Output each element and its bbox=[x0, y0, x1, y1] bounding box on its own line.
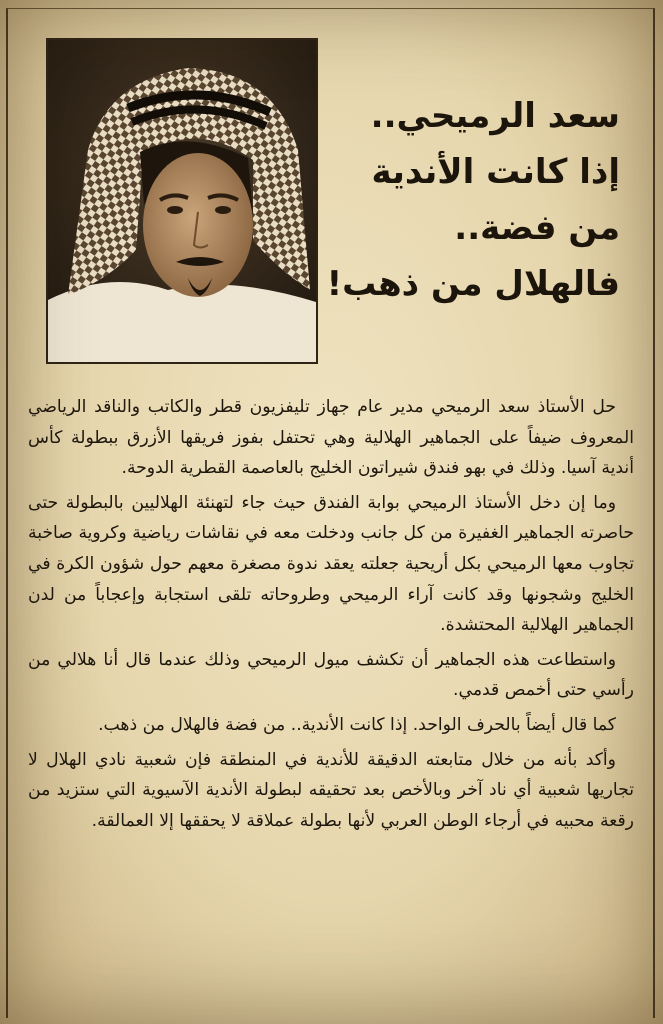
article-paragraph: حل الأستاذ سعد الرميحي مدير عام جهاز تليفزيون قطر والكاتب والناقد الرياضي المعروف ضيفاً على الجماهير الهلالية وهي تحتفل بفوز فريقها الأزرق ببطولة كأس أندية آسيا. وذلك في بهو فندق شيراتون الخليج بالعاصمة القطرية الدوحة. bbox=[28, 397, 634, 479]
portrait-illustration bbox=[48, 40, 316, 362]
article-headline bbox=[326, 88, 620, 312]
portrait-photo bbox=[46, 38, 318, 364]
article-body bbox=[28, 392, 634, 840]
article-paragraph: واستطاعت هذه الجماهير أن تكشف ميول الرميحي وذلك عندما قال أنا هلالي من رأسي حتى أخمص قدمي. bbox=[28, 649, 634, 701]
headline-line: سعد الرميحي.. bbox=[370, 96, 620, 136]
headline-line: من فضة.. bbox=[454, 208, 620, 248]
article-paragraph: وما إن دخل الأستاذ الرميحي بوابة الفندق حيث جاء لتهنئة الهلاليين بالبطولة حتى حاصرته الجماهير الغفيرة من كل جانب ودخلت معه في نقاشات رياضية وكروية صاخبة تجاوب معها الرميحي بكل أريحية جعلته يعقد ندوة مصغرة معهم حول شؤون الكرة في الخليج وشجونها وقد كانت آراء الرميحي وطروحاته تلقى استجابة وإعجاباً من لدن الجماهير الهلالية المحتشدة. bbox=[28, 492, 634, 636]
article-paragraph: وأكد بأنه من خلال متابعته الدقيقة للأندية في المنطقة فإن شعبية نادي الهلال لا تجاريها شعبية أي ناد آخر وبالأخص بعد تحقيقه لبطولة الأندية الآسيوية التي ستزيد من رقعة محبيه في أرجاء الوطن العربي لأنها بطولة عملاقة لا يحققها إلا العمالقة. bbox=[28, 749, 634, 831]
article-paragraph: كما قال أيضاً بالحرف الواحد. إذا كانت الأندية.. من فضة فالهلال من ذهب. bbox=[98, 714, 616, 735]
headline-line: فالهلال من ذهب! bbox=[326, 264, 620, 304]
headline-line: إذا كانت الأندية bbox=[371, 152, 620, 192]
